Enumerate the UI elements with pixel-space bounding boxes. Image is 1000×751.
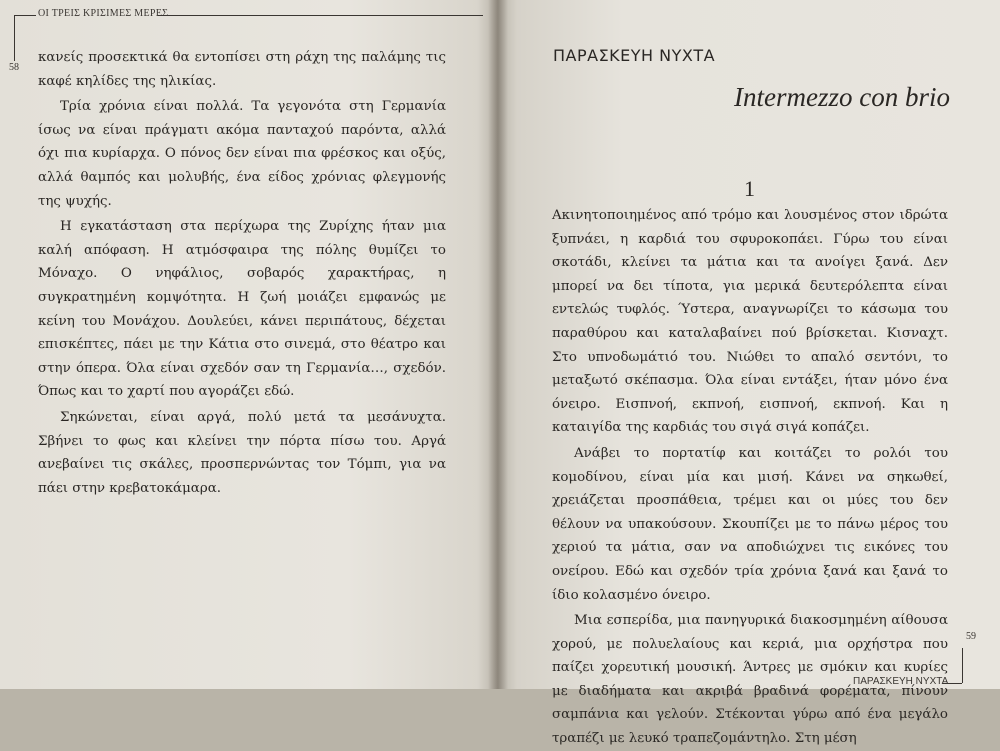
book-gutter	[488, 0, 508, 689]
paragraph: κανείς προσεκτικά θα εντοπίσει στη ράχη της παλάμης τις καφέ κηλίδες της ηλικίας.	[38, 50, 446, 89]
footer-rule	[942, 683, 962, 684]
running-head: ΠΑΡΑΣΚΕΥΗ ΝΥΧΤΑ	[853, 676, 949, 687]
running-head: ΟΙ ΤΡΕΙΣ ΚΡΙΣΙΜΕΣ ΜΕΡΕΣ	[38, 8, 169, 19]
footer-rule-vertical	[962, 648, 963, 683]
header-rule-vertical	[14, 15, 15, 61]
page-number: 58	[9, 62, 19, 73]
paragraph: Ακινητοποιημένος από τρόμο και λουσμένος στον ιδρώτα ξυπνάει, η καρδιά του σφυροκοπάει. Γύρω του είναι σκοτάδι, κλείνει τα μάτια και τα ανοίγει ξανά. Δεν μπορεί να δει τίποτα, για μερικά δευτερόλεπτα είναι εντελώς τυφλός. Ύστερα, αναγνωρίζει το κάσωμα του παραθύρου και καταλαβαίνει πού βρίσκεται. Κισναχτ. Στο υπνοδωμάτιό του. Νιώθει το απαλό σεντόνι, το μεταξωτό σκέπασμα. Όλα είναι εντάξει, ήταν μόνο ένα όνειρο. Εισπνοή, εκπνοή, εισπνοή, εκπνοή. Και η καταιγίδα της καρδιάς του σιγά σιγά κοπάζει.	[552, 208, 948, 436]
header-rule	[14, 15, 36, 16]
paragraph: Η εγκατάσταση στα περίχωρα της Ζυρίχης ήταν μια καλή απόφαση. Η ατμόσφαιρα της πόλης θυμίζει το Μόναχο. Ο νηφάλιος, σοβαρός χαρακτήρας, η συγκρατημένη κομψότητα. Η ζωή μοιάζει εμφανώς με κείνη του Μονάχου. Δουλεύει, κάνει περιπάτους, δέχεται επισκέπτες, πάει με την Κάτια στο σινεμά, στο θέατρο και στην όπερα. Όλα είναι σχεδόν σαν τη Γερμανία…, σχεδόν. Όπως και το χαρτί που αγοράζει εδώ.	[38, 219, 446, 400]
body-text	[38, 46, 446, 500]
page-number: 59	[966, 631, 976, 642]
paragraph: Σηκώνεται, είναι αργά, πολύ μετά τα μεσάνυχτα. Σβήνει το φως και κλείνει την πόρτα πίσω του. Αργά ανεβαίνει τις σκάλες, προσπερνώντας τον Τόμπι, για να πάει στην κρεβατοκάμαρα.	[38, 409, 446, 496]
body-text	[552, 204, 948, 751]
header-rule	[158, 15, 483, 16]
section-title: Intermezzo con brio	[734, 82, 950, 112]
paragraph: Ανάβει το πορτατίφ και κοιτάζει το ρολόι του κομοδίνου, είναι μία και μισή. Κάνει να σηκωθεί, χρειάζεται προσπάθεια, τρέμει και οι μύες του δεν θέλουν να υπακούσουν. Σκουπίζει με το πάνω μέρος του χεριού τα μάτια, σαν να αποδιώχνει τις εικόνες του ονείρου. Εδώ και σχεδόν τρία χρόνια ξανά και ξανά το ίδιο κολασμένο όνειρο.	[552, 445, 948, 603]
section-number: 1	[744, 176, 755, 201]
paragraph: Τρία χρόνια είναι πολλά. Τα γεγονότα στη Γερμανία ίσως να είναι πράγματι ακόμα πανταχού παρόντα, αλλά όχι πια κυρίαρχα. Ο πόνος δεν είναι πια φρέσκος και οξύς, αλλά θαμπός και μολυβής, ένα είδος χρόνιας φλεγμονής της ψυχής.	[38, 99, 446, 209]
left-page	[0, 0, 497, 689]
chapter-heading: ΠΑΡΑΣΚΕΥΗ ΝΥΧΤΑ	[553, 46, 716, 65]
paragraph: Μια εσπερίδα, μια πανηγυρικά διακοσμημένη αίθουσα χορού, με πολυελαίους και κεριά, μια ορχήστρα που παίζει χορευτική μουσική. Άντρες με σμόκιν και κυρίες με διαδήματα και ακριβά βραδινά φορέματα, πίνουν σαμπάνια και γελούν. Στέκονται γύρω από ένα μεγάλο τραπέζι με λευκό τραπεζομάντηλο. Στη μέση	[552, 613, 948, 747]
